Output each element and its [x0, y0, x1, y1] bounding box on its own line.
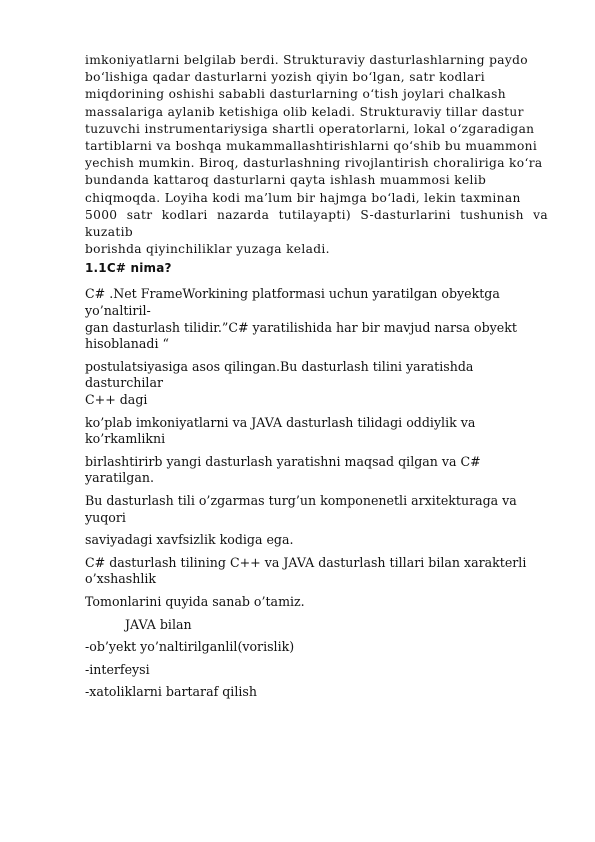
- document-page: [85, 52, 548, 701]
- text-line: o’xshashlik: [85, 571, 157, 587]
- text-line: JAVA bilan: [125, 616, 192, 632]
- text-line: yechish mumkin. Biroq, dasturlashning rivojlantirish choraliriga ko‘ra: [85, 156, 543, 171]
- text-line: bo‘lishiga qadar dasturlarni yozish qiyin bo‘lgan, satr kodlari: [85, 70, 485, 85]
- text-line: yo’naltiril-: [85, 303, 151, 319]
- text-line: postulatsiyasiga asos qilingan.Bu dasturlash tilini yaratishda dasturchilar: [85, 358, 474, 391]
- intro-paragraph: [85, 52, 548, 258]
- text-line: C# dasturlash tilining C++ va JAVA dasturlash tillari bilan xarakterli: [85, 554, 527, 570]
- text-line: miqdorining oshishi sababli dasturlarning o‘tish joylari chalkash: [85, 87, 506, 102]
- text-line: massalariga aylanib ketishiga olib keladi. Strukturaviy tillar dastur: [85, 104, 524, 119]
- section-heading: 1.1C# nima?: [85, 261, 172, 276]
- text-line: 5000 satr kodlari nazarda tutilayapti) S-dasturlarini tushunish va kuzatib: [85, 207, 548, 240]
- text-line: borishda qiyinchiliklar yuzaga keladi.: [85, 242, 330, 257]
- text-line: chiqmoqda. Loyiha kodi ma’lum bir hajmga bo‘ladi, lekin taxminan: [85, 190, 521, 205]
- text-line: gan dasturlash tilidir.”C# yaratilishida har bir mavjud narsa obyekt: [85, 319, 517, 335]
- text-line: imkoniyatlarni belgilab berdi. Strukturaviy dasturlashlarning paydo: [85, 53, 528, 67]
- text-line: ko’rkamlikni: [85, 431, 166, 447]
- list-item: -interfeysi: [85, 661, 150, 677]
- body-text: [85, 286, 548, 700]
- text-line: C# .Net FrameWorkining platformasi uchun yaratilgan obyektga: [85, 286, 500, 302]
- text-line: ko’plab imkoniyatlarni va JAVA dasturlash tilidagi oddiylik va: [85, 414, 476, 430]
- text-line: tartiblarni va boshqa mukammallashtirishlarni qo‘shib bu muammoni: [85, 139, 538, 154]
- list-item: -xatoliklarni bartaraf qilish: [85, 684, 257, 700]
- list-item: -ob’yekt yo’naltirilganlil(vorislik): [85, 639, 295, 655]
- text-line: C++ dagi: [85, 392, 148, 407]
- text-line: hisoblanadi “: [85, 336, 169, 352]
- text-line: saviyadagi xavfsizlik kodiga ega.: [85, 532, 294, 548]
- text-line: tuzuvchi instrumentariysiga shartli operatorlarni, lokal o‘zgaradigan: [85, 121, 535, 136]
- text-line: yuqori: [85, 509, 126, 525]
- text-line: Tomonlarini quyida sanab o’tamiz.: [85, 593, 305, 609]
- text-line: birlashtirirb yangi dasturlash yaratishni maqsad qilgan va C# yaratilgan.: [85, 453, 481, 486]
- text-line: Bu dasturlash tili o’zgarmas turg’un komponenetli arxitekturaga va: [85, 492, 517, 508]
- text-line: bundanda kattaroq dasturlarni qayta ishlash muammosi kelib: [85, 173, 487, 188]
